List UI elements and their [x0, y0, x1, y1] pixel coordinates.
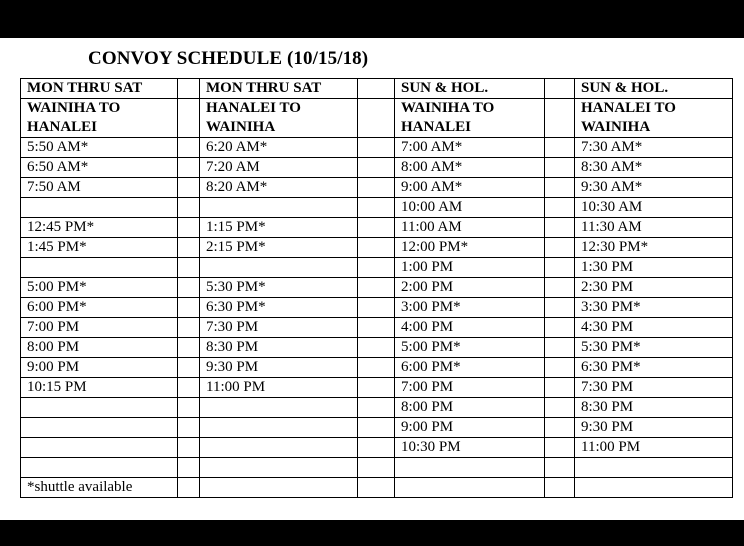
spacer-cell — [358, 478, 395, 498]
route-line-1: HANALEI TO — [206, 100, 301, 116]
spacer-cell — [545, 158, 575, 178]
spacer-cell — [178, 458, 200, 478]
time-cell: 2:00 PM — [395, 278, 545, 298]
time-cell: 3:30 PM* — [575, 298, 733, 318]
time-cell — [200, 198, 358, 218]
spacer-cell — [358, 178, 395, 198]
time-cell: 7:00 PM — [395, 378, 545, 398]
spacer-cell — [545, 378, 575, 398]
spacer-cell — [358, 298, 395, 318]
spacer-cell — [358, 99, 395, 138]
time-cell: 8:30 AM* — [575, 158, 733, 178]
spacer-cell — [178, 418, 200, 438]
time-cell: 9:30 AM* — [575, 178, 733, 198]
spacer-cell — [358, 338, 395, 358]
time-cell: 1:30 PM — [575, 258, 733, 278]
spacer-cell — [545, 218, 575, 238]
table-row — [21, 278, 733, 298]
spacer-cell — [358, 218, 395, 238]
column-header-day: MON THRU SAT — [21, 79, 178, 99]
spacer-cell — [178, 258, 200, 278]
spacer-cell — [545, 198, 575, 218]
table-row — [21, 338, 733, 358]
spacer-cell — [545, 178, 575, 198]
time-cell: 10:30 PM — [395, 438, 545, 458]
time-cell: 7:00 AM* — [395, 138, 545, 158]
time-cell — [575, 458, 733, 478]
spacer-cell — [545, 458, 575, 478]
spacer-cell — [358, 258, 395, 278]
time-cell: 3:00 PM* — [395, 298, 545, 318]
spacer-cell — [358, 318, 395, 338]
spacer-cell — [178, 158, 200, 178]
spacer-cell — [178, 278, 200, 298]
time-cell — [21, 258, 178, 278]
spacer-cell — [358, 418, 395, 438]
spacer-cell — [178, 298, 200, 318]
spacer-cell — [178, 378, 200, 398]
spacer-cell — [178, 358, 200, 378]
spacer-cell — [545, 99, 575, 138]
route-line-2: WAINIHA — [581, 119, 651, 135]
time-cell: 7:30 PM — [575, 378, 733, 398]
table-row — [21, 258, 733, 278]
column-header-route — [200, 99, 358, 138]
footnote: *shuttle available — [21, 478, 178, 498]
spacer-cell — [358, 398, 395, 418]
spacer-cell — [358, 158, 395, 178]
time-cell: 12:45 PM* — [21, 218, 178, 238]
column-header-route — [575, 99, 733, 138]
time-cell — [21, 198, 178, 218]
time-cell — [395, 478, 545, 498]
time-cell: 4:30 PM — [575, 318, 733, 338]
time-cell — [21, 418, 178, 438]
spacer-cell — [545, 478, 575, 498]
time-cell: 8:00 PM — [395, 398, 545, 418]
time-cell: 12:00 PM* — [395, 238, 545, 258]
page-title: CONVOY SCHEDULE (10/15/18) — [88, 48, 369, 69]
time-cell — [200, 258, 358, 278]
time-cell: 11:00 PM — [575, 438, 733, 458]
table-row — [21, 218, 733, 238]
time-cell: 10:30 AM — [575, 198, 733, 218]
time-cell: 4:00 PM — [395, 318, 545, 338]
table-row — [21, 318, 733, 338]
spacer-cell — [358, 378, 395, 398]
spacer-cell — [178, 238, 200, 258]
route-line-2: HANALEI — [27, 119, 98, 135]
column-header-route — [21, 99, 178, 138]
time-cell: 10:00 AM — [395, 198, 545, 218]
time-cell — [395, 458, 545, 478]
spacer-cell — [358, 438, 395, 458]
spacer-cell — [178, 398, 200, 418]
spacer-cell — [545, 418, 575, 438]
spacer-cell — [545, 438, 575, 458]
table-row — [21, 298, 733, 318]
schedule-page — [0, 38, 744, 520]
time-cell: 6:00 PM* — [395, 358, 545, 378]
time-cell: 7:00 PM — [21, 318, 178, 338]
time-cell: 8:00 PM — [21, 338, 178, 358]
spacer-cell — [178, 218, 200, 238]
spacer-cell — [545, 278, 575, 298]
table-row — [21, 178, 733, 198]
time-cell: 1:15 PM* — [200, 218, 358, 238]
day-header-row — [21, 79, 733, 99]
time-cell: 11:30 AM — [575, 218, 733, 238]
column-header-day: SUN & HOL. — [395, 79, 545, 99]
table-row — [21, 458, 733, 478]
time-cell: 12:30 PM* — [575, 238, 733, 258]
footnote-row — [21, 478, 733, 498]
time-cell: 11:00 PM — [200, 378, 358, 398]
time-cell: 9:30 PM — [575, 418, 733, 438]
spacer-cell — [545, 258, 575, 278]
time-cell: 7:20 AM — [200, 158, 358, 178]
route-line-1: HANALEI TO — [581, 100, 676, 116]
table-row — [21, 438, 733, 458]
spacer-cell — [178, 198, 200, 218]
spacer-cell — [178, 438, 200, 458]
spacer-cell — [545, 318, 575, 338]
time-cell — [200, 398, 358, 418]
spacer-cell — [178, 318, 200, 338]
time-cell: 10:15 PM — [21, 378, 178, 398]
time-cell: 7:30 PM — [200, 318, 358, 338]
time-cell: 6:30 PM* — [575, 358, 733, 378]
time-cell: 9:00 AM* — [395, 178, 545, 198]
time-cell: 9:30 PM — [200, 358, 358, 378]
time-cell: 11:00 AM — [395, 218, 545, 238]
table-row — [21, 158, 733, 178]
spacer-cell — [358, 238, 395, 258]
spacer-cell — [178, 338, 200, 358]
route-line-2: HANALEI — [401, 119, 472, 135]
spacer-cell — [545, 79, 575, 99]
time-cell: 2:30 PM — [575, 278, 733, 298]
time-cell — [21, 398, 178, 418]
spacer-cell — [545, 238, 575, 258]
time-cell: 5:30 PM* — [200, 278, 358, 298]
time-cell — [200, 478, 358, 498]
spacer-cell — [358, 138, 395, 158]
time-cell — [200, 418, 358, 438]
spacer-cell — [545, 138, 575, 158]
spacer-cell — [358, 358, 395, 378]
time-cell — [575, 478, 733, 498]
table-row — [21, 378, 733, 398]
spacer-cell — [358, 198, 395, 218]
time-cell: 6:30 PM* — [200, 298, 358, 318]
time-cell: 9:00 PM — [21, 358, 178, 378]
spacer-cell — [178, 99, 200, 138]
spacer-cell — [545, 358, 575, 378]
time-cell: 8:30 PM — [575, 398, 733, 418]
time-cell — [200, 438, 358, 458]
time-cell: 9:00 PM — [395, 418, 545, 438]
time-cell: 2:15 PM* — [200, 238, 358, 258]
table-row — [21, 238, 733, 258]
spacer-cell — [178, 478, 200, 498]
table-row — [21, 198, 733, 218]
route-line-1: WAINIHA TO — [27, 100, 121, 116]
time-cell: 8:20 AM* — [200, 178, 358, 198]
time-cell: 1:00 PM — [395, 258, 545, 278]
table-row — [21, 418, 733, 438]
time-cell — [21, 458, 178, 478]
time-cell — [21, 438, 178, 458]
spacer-cell — [358, 79, 395, 99]
time-cell: 7:50 AM — [21, 178, 178, 198]
time-cell: 6:00 PM* — [21, 298, 178, 318]
time-cell: 8:30 PM — [200, 338, 358, 358]
time-cell: 5:50 AM* — [21, 138, 178, 158]
convoy-schedule-table — [20, 78, 733, 498]
route-header-row — [21, 99, 733, 138]
spacer-cell — [545, 398, 575, 418]
route-line-2: WAINIHA — [206, 119, 276, 135]
time-cell: 6:50 AM* — [21, 158, 178, 178]
spacer-cell — [178, 79, 200, 99]
time-cell: 5:00 PM* — [21, 278, 178, 298]
spacer-cell — [545, 298, 575, 318]
spacer-cell — [545, 338, 575, 358]
spacer-cell — [358, 278, 395, 298]
table-row — [21, 398, 733, 418]
time-cell: 8:00 AM* — [395, 158, 545, 178]
time-cell: 6:20 AM* — [200, 138, 358, 158]
spacer-cell — [178, 138, 200, 158]
table-row — [21, 358, 733, 378]
spacer-cell — [358, 458, 395, 478]
route-line-1: WAINIHA TO — [401, 100, 495, 116]
time-cell — [200, 458, 358, 478]
column-header-day: MON THRU SAT — [200, 79, 358, 99]
table-row — [21, 138, 733, 158]
time-cell: 1:45 PM* — [21, 238, 178, 258]
spacer-cell — [178, 178, 200, 198]
column-header-day: SUN & HOL. — [575, 79, 733, 99]
time-cell: 5:30 PM* — [575, 338, 733, 358]
time-cell: 7:30 AM* — [575, 138, 733, 158]
column-header-route — [395, 99, 545, 138]
time-cell: 5:00 PM* — [395, 338, 545, 358]
